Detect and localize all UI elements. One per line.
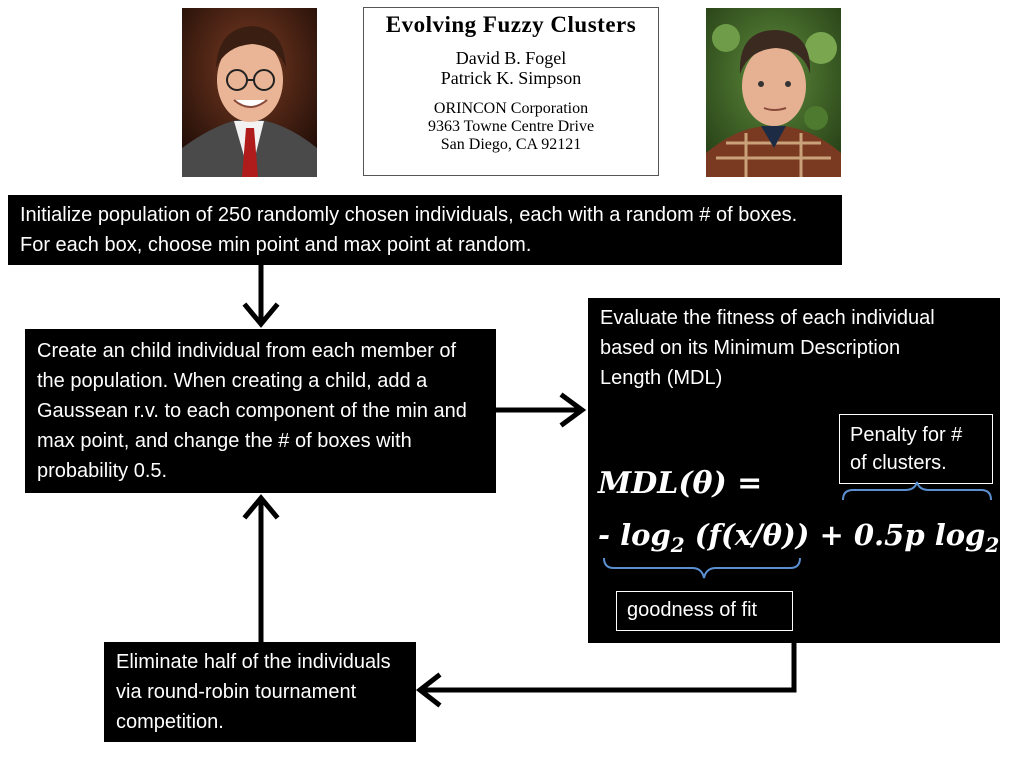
author-photo-right bbox=[706, 8, 841, 177]
paper-address-line-2: San Diego, CA 92121 bbox=[440, 136, 582, 153]
arrow-evaluate-to-eliminate bbox=[422, 645, 794, 690]
paper-title: Evolving Fuzzy Clusters bbox=[385, 12, 637, 37]
eliminate-box bbox=[104, 642, 416, 742]
author-photo-left bbox=[182, 8, 317, 177]
paper-organization: ORINCON Corporation bbox=[433, 100, 589, 117]
initialize-population-text: Initialize population of 250 randomly chosen individuals, each with a random # of boxes. For each box, choose min point and max point at random. bbox=[20, 204, 798, 256]
create-child-box bbox=[25, 329, 496, 493]
paper-title-card bbox=[363, 7, 659, 176]
arrowhead-left bbox=[420, 676, 438, 704]
goodness-of-fit-annotation: goodness of fit bbox=[616, 591, 793, 631]
create-child-text: Create an child individual from each member of the population. When creating a child, add a Gaussean r.v. to each component of the min and max point, and change the # of boxes with probability 0.5. bbox=[37, 340, 467, 482]
paper-author-2: Patrick K. Simpson bbox=[440, 68, 582, 88]
evaluate-fitness-text: Evaluate the fitness of each individual based on its Minimum Description Length (MDL) bbox=[600, 307, 935, 389]
initialize-population-box bbox=[8, 195, 842, 265]
arrowhead-down bbox=[246, 306, 276, 324]
penalty-annotation: Penalty for # of clusters. bbox=[839, 414, 993, 484]
paper-author-1: David B. Fogel bbox=[455, 48, 567, 68]
arrowhead-right bbox=[563, 396, 582, 424]
paper-address-line-1: 9363 Towne Centre Drive bbox=[427, 118, 595, 135]
eliminate-text: Eliminate half of the individuals via round-robin tournament competition. bbox=[116, 651, 391, 733]
mdl-formula-line-2: - $\log_2 (f(x/\theta)) + 0.5p$ $\log_2n$ bbox=[598, 518, 1021, 557]
mdl-formula-line-1: MDL(θ) = bbox=[598, 466, 763, 501]
arrowhead-up bbox=[246, 498, 276, 516]
